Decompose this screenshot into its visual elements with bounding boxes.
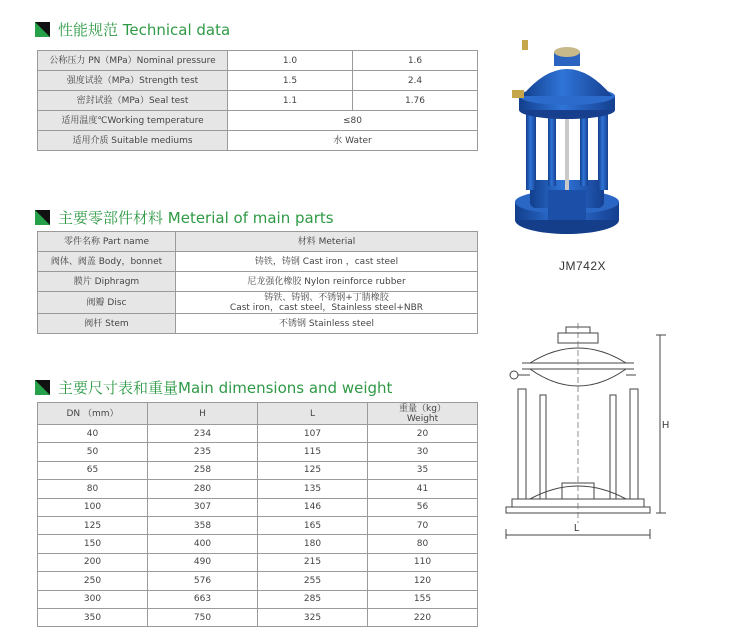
tech-label: 强度试验（MPa）Strength test [38,71,228,91]
dims-cell-dn: 100 [38,498,148,516]
dims-cell-dn: 80 [38,480,148,498]
valve-photo [492,30,642,245]
tech-value: 1.0 [228,51,353,71]
valve-drawing [500,323,675,545]
dims-cell-weight: 110 [368,553,478,571]
dims-cell-weight: 155 [368,590,478,608]
dims-header-weight-en: Weight [406,413,439,424]
dims-cell-weight: 30 [368,443,478,461]
dims-cell-h: 663 [148,590,258,608]
technical-data-heading [35,19,230,40]
drawing-height-label: H [662,420,670,431]
dims-cell-h: 400 [148,535,258,553]
dims-cell-l: 107 [258,425,368,443]
table-row [38,91,478,111]
part-material: 不锈钢 Stainless steel [176,314,478,334]
dims-header-weight-cn: 重量（kg） [399,403,446,414]
parts-title: 主要零部件材料 Meterial of main parts [58,209,334,227]
table-row [38,535,478,553]
dims-cell-weight: 120 [368,572,478,590]
tech-label: 适用介质 Suitable mediums [38,131,228,151]
table-row [38,498,478,516]
dims-cell-dn: 65 [38,461,148,479]
tech-value: 1.1 [228,91,353,111]
table-row [38,572,478,590]
section-marker-icon [35,210,50,225]
parts-header-name: 零件名称 Part name [38,232,176,252]
tech-value: 1.6 [353,51,478,71]
dims-cell-dn: 250 [38,572,148,590]
tech-value: 1.76 [353,91,478,111]
table-row [38,425,478,443]
table-row [38,608,478,626]
section-marker-icon [35,380,50,395]
section-marker-icon [35,22,50,37]
tech-value: 水 Water [228,131,478,151]
dims-cell-l: 325 [258,608,368,626]
dims-cell-weight: 70 [368,516,478,534]
dims-cell-weight: 56 [368,498,478,516]
table-row [38,71,478,91]
dims-header-h: H [148,403,258,425]
tech-label: 适用温度℃Working temperature [38,111,228,131]
tech-value: ≤80 [228,111,478,131]
dims-cell-h: 234 [148,425,258,443]
dims-cell-h: 307 [148,498,258,516]
tech-label: 密封试验（MPa）Seal test [38,91,228,111]
table-row [38,403,478,425]
tech-label: 公称压力 PN（MPa）Nominal pressure [38,51,228,71]
dims-cell-weight: 80 [368,535,478,553]
dims-cell-dn: 350 [38,608,148,626]
dims-cell-l: 285 [258,590,368,608]
parts-table [37,231,478,334]
technical-data-table [37,50,478,151]
table-row [38,590,478,608]
table-row [38,314,478,334]
dims-cell-dn: 40 [38,425,148,443]
dims-cell-l: 180 [258,535,368,553]
dims-cell-dn: 200 [38,553,148,571]
dims-cell-l: 125 [258,461,368,479]
part-name: 阀体、阀盖 Body，bonnet [38,252,176,272]
table-row [38,480,478,498]
part-material: 铸铁，铸钢 Cast iron ，cast steel [176,252,478,272]
table-row [38,252,478,272]
part-material-cn: 铸铁、铸钢、不锈钢+丁腈橡胶 [264,292,389,303]
dims-cell-l: 215 [258,553,368,571]
dimensions-table [37,402,478,627]
dims-cell-l: 255 [258,572,368,590]
table-row [38,516,478,534]
dims-cell-dn: 300 [38,590,148,608]
table-row [38,232,478,252]
technical-data-title: 性能规范 Technical data [58,21,231,39]
dims-cell-h: 358 [148,516,258,534]
dims-cell-h: 235 [148,443,258,461]
parts-heading [35,207,334,228]
table-row [38,553,478,571]
part-name: 膜片 Diphragm [38,272,176,292]
table-row [38,461,478,479]
dims-cell-h: 750 [148,608,258,626]
dimensions-heading [35,377,392,398]
tech-value: 2.4 [353,71,478,91]
dimensions-title: 主要尺寸表和重量Main dimensions and weight [58,379,393,397]
table-row [38,292,478,314]
dims-header-l: L [258,403,368,425]
part-material: 尼龙强化橡胶 Nylon reinforce rubber [176,272,478,292]
table-row [38,443,478,461]
dims-cell-weight: 41 [368,480,478,498]
dims-cell-l: 115 [258,443,368,461]
dims-cell-h: 280 [148,480,258,498]
dims-header-dn: DN （mm） [38,403,148,425]
model-label: JM742X [559,259,607,273]
dims-header-weight [368,403,478,425]
parts-header-material: 材料 Meterial [176,232,478,252]
dims-cell-weight: 35 [368,461,478,479]
table-row [38,272,478,292]
part-name: 阀瓣 Disc [38,292,176,314]
part-name: 阀杆 Stem [38,314,176,334]
table-row [38,111,478,131]
dims-cell-l: 135 [258,480,368,498]
tech-value: 1.5 [228,71,353,91]
dims-cell-l: 165 [258,516,368,534]
part-material-en: Cast iron，cast steel，Stainless steel+NBR [229,302,424,313]
dims-cell-l: 146 [258,498,368,516]
dims-cell-h: 258 [148,461,258,479]
dims-cell-dn: 150 [38,535,148,553]
part-material [176,292,478,314]
dims-cell-weight: 220 [368,608,478,626]
dims-cell-weight: 20 [368,425,478,443]
dims-cell-h: 490 [148,553,258,571]
dims-cell-h: 576 [148,572,258,590]
dims-cell-dn: 50 [38,443,148,461]
drawing-length-label: L [574,523,580,534]
table-row [38,51,478,71]
table-row [38,131,478,151]
dims-cell-dn: 125 [38,516,148,534]
